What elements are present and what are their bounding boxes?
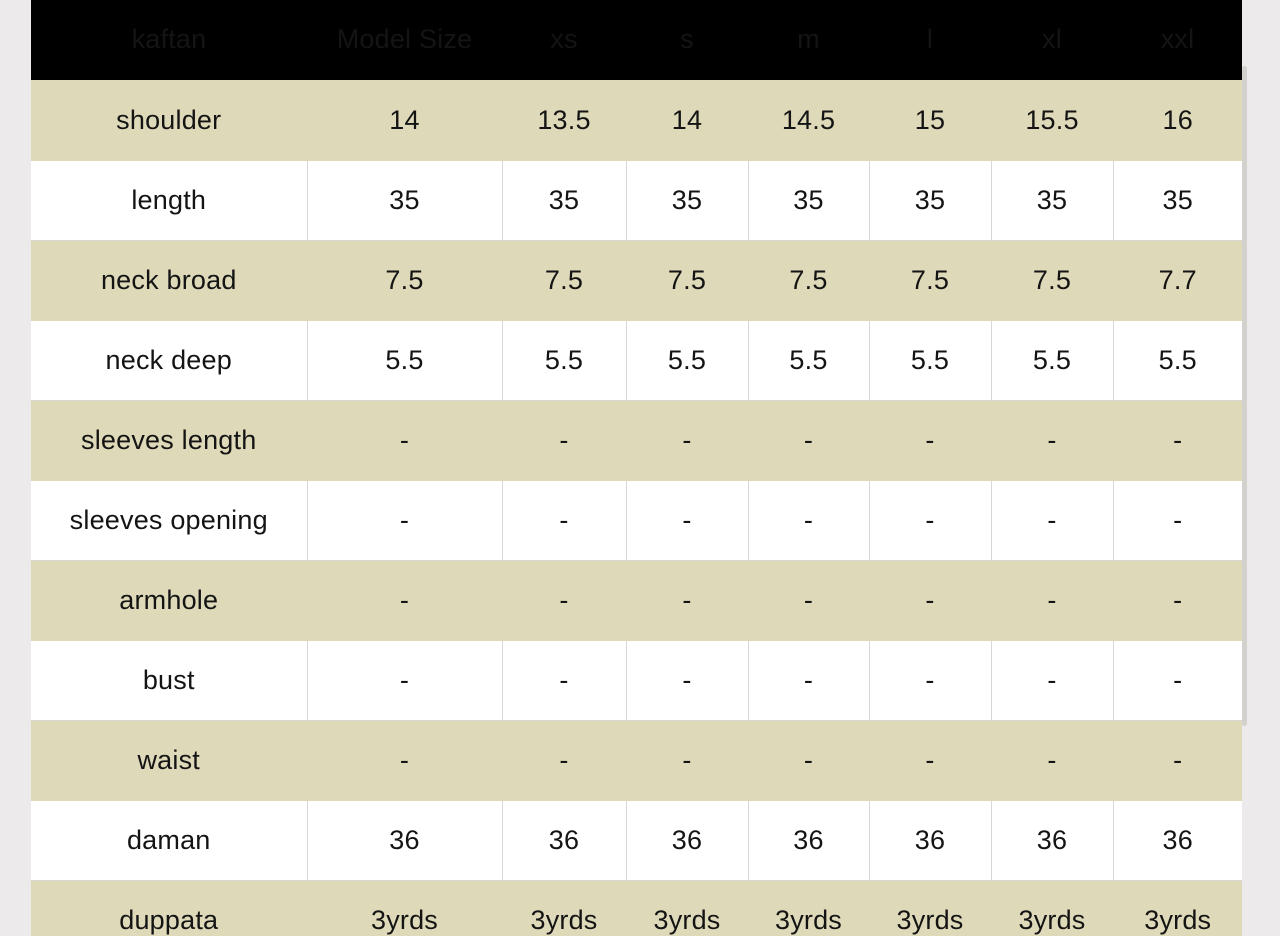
row-value: - [869, 560, 991, 640]
header-cell-xxl: xxl [1113, 0, 1242, 80]
row-label: bust [31, 640, 307, 720]
table-row [31, 480, 1242, 560]
size-chart-table [31, 0, 1242, 936]
row-value: 35 [991, 160, 1113, 240]
row-value: 36 [1113, 800, 1242, 880]
row-value: - [626, 400, 748, 480]
row-value: 36 [869, 800, 991, 880]
row-value: 14.5 [748, 80, 869, 160]
row-label: shoulder [31, 80, 307, 160]
row-value: 36 [991, 800, 1113, 880]
row-value: - [307, 400, 502, 480]
row-label: waist [31, 720, 307, 800]
row-value: - [869, 720, 991, 800]
row-label: sleeves opening [31, 480, 307, 560]
table-row [31, 240, 1242, 320]
row-value: 14 [626, 80, 748, 160]
row-value: - [502, 560, 626, 640]
row-value: 35 [748, 160, 869, 240]
row-value: - [307, 560, 502, 640]
row-value: - [1113, 720, 1242, 800]
row-value: 36 [502, 800, 626, 880]
header-cell-model-size: Model Size [307, 0, 502, 80]
row-value: 3yrds [869, 880, 991, 936]
page-left-margin [0, 0, 31, 936]
table-row [31, 720, 1242, 800]
row-value: 35 [869, 160, 991, 240]
row-label: duppata [31, 880, 307, 936]
row-value: 5.5 [626, 320, 748, 400]
row-value: - [502, 480, 626, 560]
table-row [31, 640, 1242, 720]
row-value: - [991, 480, 1113, 560]
row-value: 14 [307, 80, 502, 160]
row-value: - [307, 640, 502, 720]
row-label: daman [31, 800, 307, 880]
row-value: 7.5 [748, 240, 869, 320]
table-header [31, 0, 1242, 80]
row-value: 5.5 [991, 320, 1113, 400]
row-label: neck deep [31, 320, 307, 400]
row-value: 3yrds [991, 880, 1113, 936]
row-value: 35 [502, 160, 626, 240]
row-value: - [626, 560, 748, 640]
row-value: 3yrds [307, 880, 502, 936]
table-row [31, 800, 1242, 880]
page-right-margin [1249, 0, 1280, 936]
row-value: 7.7 [1113, 240, 1242, 320]
row-value: - [1113, 400, 1242, 480]
vertical-scrollbar-thumb[interactable] [1242, 66, 1247, 726]
table-row [31, 160, 1242, 240]
row-value: 3yrds [626, 880, 748, 936]
row-label: armhole [31, 560, 307, 640]
row-value: 15 [869, 80, 991, 160]
row-value: 7.5 [626, 240, 748, 320]
row-value: 7.5 [869, 240, 991, 320]
table-body [31, 80, 1242, 936]
row-value: 5.5 [307, 320, 502, 400]
header-cell-xs: xs [502, 0, 626, 80]
row-value: 13.5 [502, 80, 626, 160]
row-value: - [748, 560, 869, 640]
row-value: 35 [1113, 160, 1242, 240]
row-value: - [626, 720, 748, 800]
row-value: 3yrds [502, 880, 626, 936]
row-value: - [869, 480, 991, 560]
header-cell-s: s [626, 0, 748, 80]
row-value: 16 [1113, 80, 1242, 160]
header-row [31, 0, 1242, 80]
row-value: 5.5 [869, 320, 991, 400]
row-value: 5.5 [1113, 320, 1242, 400]
row-value: - [307, 480, 502, 560]
header-cell-l: l [869, 0, 991, 80]
row-value: 3yrds [748, 880, 869, 936]
table-row [31, 320, 1242, 400]
row-value: 36 [748, 800, 869, 880]
row-value: - [626, 480, 748, 560]
row-value: - [502, 640, 626, 720]
table-row [31, 400, 1242, 480]
header-cell-kaftan: kaftan [31, 0, 307, 80]
row-value: - [626, 640, 748, 720]
row-value: 36 [626, 800, 748, 880]
row-value: 7.5 [307, 240, 502, 320]
table-row [31, 880, 1242, 936]
row-value: 5.5 [502, 320, 626, 400]
row-value: - [991, 720, 1113, 800]
header-cell-xl: xl [991, 0, 1113, 80]
row-value: - [991, 560, 1113, 640]
row-value: 35 [626, 160, 748, 240]
row-value: 5.5 [748, 320, 869, 400]
row-value: - [307, 720, 502, 800]
row-value: - [1113, 640, 1242, 720]
row-value: - [502, 720, 626, 800]
row-value: - [748, 480, 869, 560]
row-value: - [1113, 480, 1242, 560]
row-value: 3yrds [1113, 880, 1242, 936]
row-label: sleeves length [31, 400, 307, 480]
row-value: - [502, 400, 626, 480]
row-label: length [31, 160, 307, 240]
row-value: 7.5 [991, 240, 1113, 320]
table-row [31, 80, 1242, 160]
row-value: - [991, 400, 1113, 480]
row-value: 35 [307, 160, 502, 240]
row-value: - [748, 640, 869, 720]
row-value: - [748, 720, 869, 800]
row-value: 15.5 [991, 80, 1113, 160]
row-value: 7.5 [502, 240, 626, 320]
row-value: - [748, 400, 869, 480]
row-value: 36 [307, 800, 502, 880]
row-value: - [869, 640, 991, 720]
row-value: - [991, 640, 1113, 720]
row-value: - [1113, 560, 1242, 640]
row-label: neck broad [31, 240, 307, 320]
table-row [31, 560, 1242, 640]
row-value: - [869, 400, 991, 480]
header-cell-m: m [748, 0, 869, 80]
size-chart-container[interactable] [31, 0, 1242, 936]
